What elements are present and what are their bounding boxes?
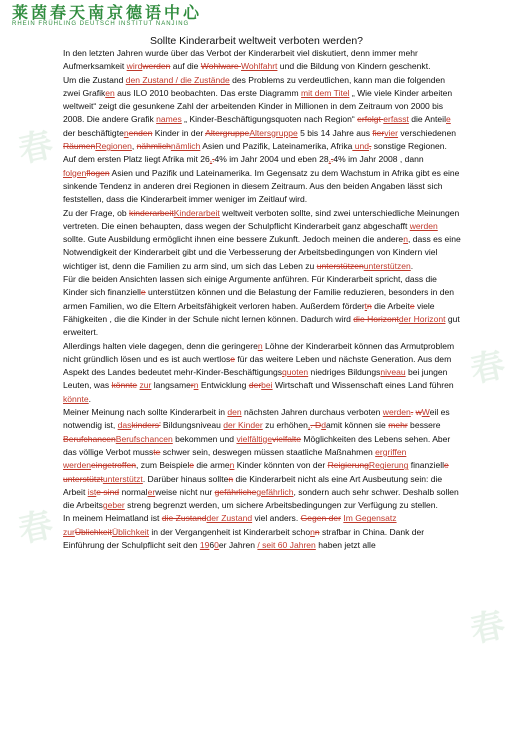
deleted-text: Gegen der — [300, 513, 341, 524]
essay-paragraph — [63, 273, 461, 339]
deleted-text: . D — [310, 420, 322, 431]
deleted-text: werden — [142, 61, 171, 72]
inserted-correction: W — [421, 407, 430, 418]
paragraph-text: , — [131, 141, 137, 152]
inserted-correction: 0 — [214, 539, 219, 550]
deleted-text: e — [189, 460, 195, 471]
inserted-correction: Kinderarbeit — [173, 207, 220, 218]
paragraph-text: amit können sie — [325, 420, 389, 431]
deleted-text: eingetroffen — [91, 460, 137, 471]
paragraph-text: er Jahren — [218, 539, 258, 550]
deleted-text: , — [369, 141, 372, 152]
inserted-correction: und — [352, 141, 369, 152]
inserted-correction: en — [105, 87, 115, 98]
deleted-text: Berufchancen — [63, 433, 116, 444]
paragraph-text: Allerdings halten viele dagegen, denn die geringere — [63, 340, 258, 351]
paragraph-text: auf die — [170, 61, 201, 72]
deleted-text: Altergruppe — [205, 127, 250, 138]
inserted-correction: folgen — [63, 167, 87, 178]
paragraph-text: Asien und Pazifik und Lateinamerika. Im Gegensatz zu dem Wachstum in Afrika gibt es eine sinkende Tendenz in anderen drei Regionen in diesem Zeitraum. Aus den beiden Angaben lässt sich feststellen, dass die Kinderarbeit immer weniger im Zeitlauf wird. — [63, 167, 460, 205]
paragraph-text: Bildungsniveau — [160, 420, 224, 431]
paragraph-text: , sondern auch sehr schwer. Deshalb sollen die Arbeits — [63, 486, 459, 511]
paragraph-text: Entwicklung — [198, 380, 249, 391]
inserted-correction: d — [321, 420, 326, 431]
inserted-correction: , — [307, 420, 311, 431]
inserted-correction: ergriffen werden — [63, 446, 407, 471]
paragraph-text: Meiner Meinung nach sollte Kinderarbeit in — [63, 407, 228, 418]
inserted-correction: nämlich — [170, 141, 201, 152]
essay-body — [63, 47, 461, 552]
inserted-correction: quoten — [282, 367, 309, 378]
inserted-correction: werden — [382, 407, 411, 418]
deleted-text: . — [410, 407, 414, 418]
deleted-text: n — [367, 300, 372, 311]
inserted-correction: unterstützen — [363, 260, 411, 271]
inserted-correction: Regierung — [368, 460, 409, 471]
inserted-correction: könnte — [63, 393, 89, 404]
deleted-text: der — [248, 380, 262, 391]
paragraph-text: verschiedenen — [398, 127, 456, 138]
deleted-text: Wohlware — [200, 61, 242, 72]
inserted-correction: Wohlfahrt — [241, 61, 278, 72]
paragraph-text: 5 bis 14 Jahre aus — [297, 127, 373, 138]
inserted-correction: geber — [102, 500, 125, 511]
deleted-text: e — [409, 300, 415, 311]
paragraph-text: normal — [119, 486, 148, 497]
inserted-correction: niveau — [380, 367, 406, 378]
inserted-correction: t — [364, 300, 368, 311]
paragraph-text: Um die Zustand — [63, 74, 126, 85]
paragraph-text: 4% im Jahr 2004 und eben 28 — [214, 154, 329, 165]
inserted-correction: unterstützt — [102, 473, 143, 484]
paragraph-text: , dass es eine Notwendigkeit der Kinderarbeit gibt und die Verbesserung der Arbeitsbedingungen von Kindern viel wichtiger ist, denn die Familien zu arm sind, um sich das Leben zu — [63, 234, 461, 271]
paragraph-text: und die Bildung von Kindern geschenkt. — [277, 61, 431, 72]
essay-paragraph — [63, 47, 461, 74]
paragraph-text: für das weitere Leben und nächste Generation. Aus dem Aspekt des Landes bedeutet mehr-Kinder-Beschäftigungs — [63, 353, 452, 378]
deleted-text: te — [153, 446, 161, 457]
inserted-correction: n — [123, 127, 129, 138]
essay-paragraph — [63, 207, 461, 273]
deleted-text: mehr — [388, 420, 408, 431]
paragraph-text: Zu der Frage, ob — [63, 207, 130, 218]
inserted-correction: wird — [126, 61, 143, 72]
watermark-spring: 春 — [466, 604, 509, 652]
inserted-correction: zur — [139, 380, 152, 391]
inserted-correction: den Zustand / die Zustände — [125, 74, 230, 85]
paragraph-text: aus ILO 2010 beobachten. Das erste Diagramm — [114, 87, 302, 98]
inserted-correction: den — [227, 407, 242, 418]
paragraph-text: . Darüber hinaus sollte — [142, 473, 229, 484]
paragraph-text: die Arbeit — [371, 300, 410, 311]
inserted-correction: bei — [261, 380, 273, 391]
deleted-text: Reigierung — [327, 460, 369, 471]
deleted-text: flogen — [86, 167, 110, 178]
deleted-text: n — [314, 526, 320, 537]
inserted-correction: n — [257, 340, 263, 351]
paragraph-text: eil es notwendig ist, — [63, 407, 450, 431]
inserted-correction: names — [156, 114, 182, 125]
paragraph-text: 6 — [209, 539, 215, 550]
paragraph-text: Wirtschaft und Wissenschaft eines Land führen — [272, 380, 454, 391]
paragraph-text: nächsten Jahren durchaus verboten — [241, 407, 383, 418]
paragraph-text: bekommen und — [172, 433, 237, 444]
essay-paragraph — [63, 74, 461, 207]
inserted-correction: n — [310, 526, 315, 537]
deleted-text: e — [230, 353, 235, 364]
deleted-text: e sind — [96, 486, 120, 497]
deleted-text: kinderarbeit — [129, 207, 174, 218]
inserted-correction: n — [229, 460, 235, 471]
paragraph-text: Löhne der Kinderarbeit können das Armutproblem nicht gründlich lösen und es ist auch wertlos — [63, 340, 455, 364]
paragraph-text: Kinder in der — [152, 127, 206, 138]
inserted-correction: n — [403, 234, 408, 245]
paragraph-text: Kinder könnten von der — [234, 460, 328, 471]
inserted-correction: , — [328, 154, 331, 165]
inserted-correction: Üblichkeit — [111, 526, 149, 537]
logo-chinese-name: 莱茵春天南京德语中心 — [12, 3, 203, 22]
inserted-correction: / seit 60 Jahren — [257, 539, 316, 550]
paragraph-text: weltweit verboten sollte, sind zwei unterschiedliche Meinungen vertreten. Die einen behaupten, dass wegen der Schulpflicht Kinderarbeit ganz abgeschafft — [63, 207, 460, 231]
essay-paragraph — [63, 406, 461, 512]
paragraph-text: unterstützen können und die Belastung der Familie reduzieren, besonders in den armen Familien, wo die Eltern Arbeitsfähigkeit verloren haben. Außerdem förder — [63, 287, 455, 311]
inserted-correction: , — [209, 154, 213, 165]
paragraph-text: „ Kinder-Beschäftigungsquoten nach Region“ — [181, 114, 358, 125]
inserted-correction: Altersgruppe — [249, 127, 298, 138]
deleted-text: e — [140, 287, 146, 298]
inserted-correction: werden — [409, 220, 438, 231]
deleted-text: nähmlich — [136, 141, 171, 152]
paragraph-text: gut erweitert. — [63, 313, 460, 338]
logo-english-name: RHEIN FRÜHLING DEUTSCH INSTITUT NANJING — [12, 21, 190, 27]
paragraph-text: niedriges Bildungs — [308, 367, 381, 378]
deleted-text: kinders’ — [131, 420, 161, 431]
deleted-text: gefährliche — [214, 486, 257, 497]
paragraph-text: strafbar in China. Dank der Einführung der Schulpflicht seit den — [63, 526, 425, 550]
deleted-text: r — [190, 380, 194, 391]
deleted-text: Räumen — [63, 141, 96, 152]
paragraph-text: sollte. Gute Ausbildung ermöglicht ihnen eine bessere Zukunft. Jedoch meinen die andere — [63, 234, 404, 245]
inserted-correction: das — [117, 420, 132, 431]
paragraph-text: , zum Beispiel — [136, 460, 190, 471]
inserted-correction: mit dem Titel — [301, 87, 350, 98]
inserted-correction: der Horizont — [398, 313, 446, 324]
paragraph-text: des Problems zu verdeutlichen, kann man die folgenden zwei Grafik — [63, 74, 446, 98]
paragraph-text: sonstige Regionen. Auf dem ersten Platz liegt Afrika mit 26 — [63, 141, 447, 165]
watermark-spring: 春 — [14, 504, 57, 552]
paragraph-text: . — [410, 260, 414, 271]
paragraph-text: viele Fähigkeiten , die die Kinder in der Schule nicht lernen können. Dadurch wird — [63, 300, 435, 324]
document-title: Sollte Kinderarbeit weltweit verboten werden? — [149, 35, 364, 47]
deleted-text: Üblichkeit — [74, 526, 112, 537]
paragraph-text: langsame — [151, 380, 191, 391]
deleted-text: . — [330, 154, 334, 165]
paragraph-text: 4% im Jahr 2008 , dann — [333, 154, 424, 165]
paragraph-text: . — [88, 393, 92, 404]
paragraph-text: Asien und Pazifik, Lateinamerika, Afrika — [200, 141, 353, 152]
deleted-text: die Zustand — [161, 513, 207, 524]
paragraph-text: der beschäftigte — [63, 127, 124, 138]
inserted-correction: n — [193, 380, 199, 391]
inserted-correction: ist — [87, 486, 97, 497]
deleted-text: . — [212, 154, 215, 165]
inserted-correction: e — [445, 114, 451, 125]
paragraph-text: „ Wie viele Kinder arbeiten weltweit“ zeigt die gesunkene Zahl der arbeitenden Kinder in Millionen in dem Zeitraum von 2000 bis 2008. Die andere Grafik — [63, 87, 453, 125]
paragraph-text: haben jetzt alle — [315, 539, 376, 550]
paragraph-text: streng begrenzt werden, um sichere Arbeitsbedingungen zur Verfügung zu stellen. — [124, 500, 438, 511]
paragraph-text: In den letzten Jahren wurde über das Verbot der Kinderarbeit viel diskutiert, denn immer mehr Aufmerksamkeit — [63, 48, 418, 72]
inserted-correction: Im Gegensatz zur — [63, 513, 397, 537]
paragraph-text: die Anteil — [408, 114, 446, 125]
paragraph-text: in der Vergangenheit ist Kinderarbeit scho — [149, 526, 311, 537]
essay-paragraph — [63, 340, 461, 406]
deleted-text: e unterstützt — [63, 460, 449, 484]
deleted-text: fier — [372, 127, 385, 138]
inserted-correction: 19 — [199, 539, 210, 550]
deleted-text: enden — [128, 127, 153, 138]
inserted-correction: Berufschancen — [115, 433, 173, 444]
paragraph-text: schwer sein, deswegen müssen staatliche Maßnahmen — [160, 446, 376, 457]
deleted-text: erfolgt — [357, 114, 384, 125]
inserted-correction: der Kinder — [223, 420, 263, 431]
paragraph-text: die Kinderarbeit nicht als eine Art Ausbeutung sein: die Arbeit — [63, 473, 443, 497]
paragraph-text: die arme — [194, 460, 230, 471]
deleted-text: könnte — [111, 380, 138, 391]
deleted-text: n — [228, 473, 234, 484]
deleted-text: unterstützen — [316, 260, 364, 271]
inserted-correction: erfasst — [383, 114, 409, 125]
inserted-correction: er — [147, 486, 156, 497]
paragraph-text: zu erhöhen — [262, 420, 308, 431]
institute-logo — [12, 4, 202, 32]
inserted-correction: der Zustand — [206, 513, 253, 524]
watermark-spring: 春 — [466, 344, 509, 392]
inserted-correction: gefährlich — [256, 486, 294, 497]
paragraph-text: bei jungen Leuten, was — [63, 367, 448, 391]
paragraph-text: Möglichkeiten des Lebens sehen. Aber das völlige Verbot muss — [63, 433, 451, 457]
paragraph-text: weise nicht nur — [155, 486, 215, 497]
deleted-text: die Horizont — [353, 313, 399, 324]
essay-paragraph — [63, 512, 461, 552]
deleted-text: w — [415, 407, 422, 418]
inserted-correction: Regionen — [95, 141, 132, 152]
deleted-text: vielfalte — [272, 433, 302, 444]
inserted-correction: vielfältige — [236, 433, 273, 444]
inserted-correction: vier — [384, 127, 399, 138]
paragraph-text: finanziell — [408, 460, 444, 471]
watermark-spring: 春 — [14, 124, 57, 172]
paragraph-text: Für die beiden Ansichten lassen sich einige Argumente anführen. Für Kinderarbeit spricht, dass die Kinder sich finanziell — [63, 274, 437, 298]
paragraph-text: viel anders. — [252, 513, 301, 524]
paragraph-text: In meinem Heimatland ist — [63, 513, 162, 524]
paragraph-text: bessere — [407, 420, 441, 431]
